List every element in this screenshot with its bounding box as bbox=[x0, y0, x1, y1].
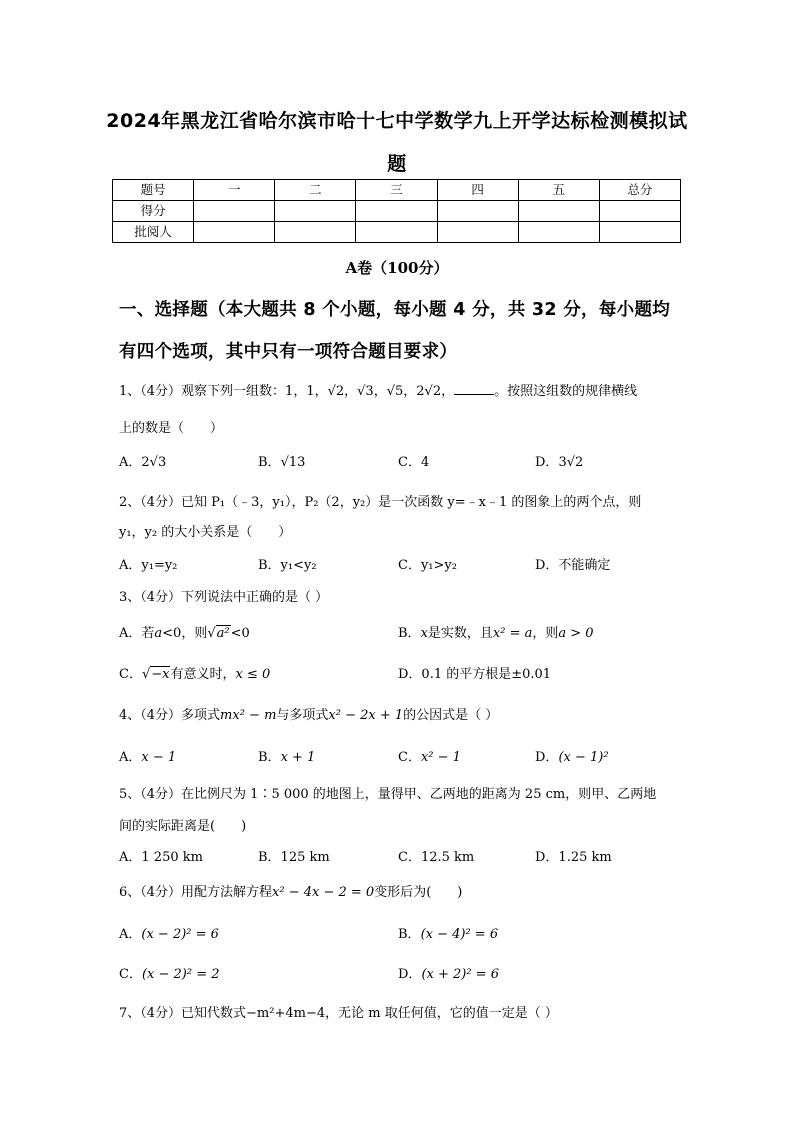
q3-option-b-result: a > 0 bbox=[558, 626, 594, 641]
score-cell bbox=[275, 201, 356, 222]
q1-option-d-value: 3√2 bbox=[558, 455, 584, 470]
q3-option-c-label: C． bbox=[119, 667, 142, 682]
q3-option-d[interactable]: D．0.1 的平方根是±0.01 bbox=[398, 667, 552, 682]
q1-prefix: 1、（4分）观察下列一组数：1，1， bbox=[119, 384, 328, 399]
question-3-stem: 3、（4分）下列说法中正确的是（ ） bbox=[119, 590, 329, 605]
q3-option-b[interactable] bbox=[398, 622, 594, 641]
q1-option-a-label: A． bbox=[119, 455, 142, 470]
question-1-stem bbox=[119, 380, 637, 399]
q6-option-b-value: (x − 4)² = 6 bbox=[420, 927, 499, 942]
q6-option-d[interactable] bbox=[398, 963, 499, 982]
q4-poly-2: x² − 2x + 1 bbox=[328, 708, 404, 723]
q1-option-a-value: 2√3 bbox=[141, 455, 167, 470]
q1-option-c[interactable] bbox=[398, 451, 429, 470]
q2-option-a[interactable]: A．y₁=y₂ bbox=[119, 558, 178, 573]
sqrt-icon: √ bbox=[141, 667, 151, 682]
q6-option-b[interactable] bbox=[398, 923, 498, 942]
q1-option-c-value: 4 bbox=[420, 455, 430, 470]
score-table-header-cell: 三 bbox=[356, 180, 437, 201]
q1-option-b-value: √13 bbox=[280, 455, 306, 470]
q6-equation: x² − 4x − 2 = 0 bbox=[272, 885, 375, 900]
question-4-stem bbox=[119, 704, 498, 723]
score-cell bbox=[356, 222, 437, 243]
score-row-label: 批阅人 bbox=[113, 222, 194, 243]
q3-option-c-radicand: −x bbox=[151, 667, 170, 682]
score-cell bbox=[194, 201, 275, 222]
score-table bbox=[112, 179, 681, 243]
q3-option-b-label: B． bbox=[398, 626, 421, 641]
q3-option-b-eq: x² = a bbox=[492, 626, 533, 641]
q4-option-b-value: x + 1 bbox=[280, 750, 316, 765]
q3-option-a[interactable] bbox=[119, 622, 250, 641]
q6-prefix: 6、（4分）用配方法解方程 bbox=[119, 885, 273, 900]
question-2-stem-line2: y₁，y₂ 的大小关系是（ ） bbox=[119, 525, 292, 540]
q3-option-c-text: 有意义时， bbox=[170, 667, 236, 682]
q3-option-c[interactable] bbox=[119, 663, 270, 682]
q6-option-c-value: (x − 2)² = 2 bbox=[141, 967, 220, 982]
score-row-label: 得分 bbox=[113, 201, 194, 222]
score-cell bbox=[437, 222, 518, 243]
q4-option-b-label: B． bbox=[258, 750, 281, 765]
score-cell bbox=[599, 222, 680, 243]
section1-heading-line1: 一、选择题（本大题共 8 个小题，每小题 4 分，共 32 分，每小题均 bbox=[119, 300, 671, 320]
exam-title-line2: 题 bbox=[387, 153, 407, 175]
q1-option-b-label: B． bbox=[258, 455, 281, 470]
score-table-header-cell: 总分 bbox=[599, 180, 680, 201]
score-cell bbox=[437, 201, 518, 222]
q4-option-d-label: D． bbox=[535, 750, 559, 765]
q3-option-c-cond: x ≤ 0 bbox=[235, 667, 271, 682]
q1-answer-blank[interactable] bbox=[454, 382, 494, 395]
q2-option-d[interactable]: D．不能确定 bbox=[535, 558, 611, 573]
q1-suffix: 。按照这组数的规律横线 bbox=[494, 384, 638, 399]
q5-option-b[interactable]: B．125 km bbox=[258, 850, 330, 865]
question-5-stem: 5、（4分）在比例尺为 1∶5 000 的地图上，量得甲、乙两地的距离为 25 cm，则甲、乙两地 bbox=[119, 787, 657, 802]
q6-option-a-label: A． bbox=[119, 927, 142, 942]
q1-option-c-label: C． bbox=[398, 455, 421, 470]
q4-option-a[interactable] bbox=[119, 746, 176, 765]
q4-option-a-value: x − 1 bbox=[141, 750, 177, 765]
q6-option-d-label: D． bbox=[398, 967, 422, 982]
q3-option-b-var: x bbox=[420, 626, 428, 641]
q3-option-a-text: A．若 bbox=[119, 626, 155, 641]
score-cell bbox=[356, 201, 437, 222]
q4-option-d[interactable] bbox=[535, 746, 609, 765]
q6-suffix: 变形后为( ) bbox=[374, 885, 463, 900]
q4-option-b[interactable] bbox=[258, 746, 315, 765]
q5-option-a[interactable]: A．1 250 km bbox=[119, 850, 203, 865]
q1-sequence: √2，√3，√5，2√2， bbox=[327, 384, 455, 399]
q4-mid: 与多项式 bbox=[276, 708, 329, 723]
score-table-header-cell: 题号 bbox=[113, 180, 194, 201]
q3-option-b-text: 是实数，且 bbox=[427, 626, 493, 641]
score-cell bbox=[518, 201, 599, 222]
q3-option-a-result: <0 bbox=[230, 626, 250, 641]
q6-option-b-label: B． bbox=[398, 927, 421, 942]
q4-option-c-value: x² − 1 bbox=[420, 750, 461, 765]
question-7-stem: 7、（4分）已知代数式−m²+4m−4，无论 m 取任何值，它的值一定是（ ） bbox=[119, 1006, 558, 1021]
score-cell bbox=[194, 222, 275, 243]
q3-option-a-radicand: a² bbox=[216, 626, 230, 641]
exam-title-line1: 2024年黑龙江省哈尔滨市哈十七中学数学九上开学达标检测模拟试 bbox=[106, 110, 688, 132]
question-1-stem-line2: 上的数是（ ） bbox=[119, 421, 224, 436]
question-2-stem: 2、（4分）已知 P₁（﹣3，y₁），P₂（2，y₂）是一次函数 y=﹣x﹣1 的图象上的两个点，则 bbox=[119, 495, 642, 510]
q6-option-a[interactable] bbox=[119, 923, 219, 942]
q4-option-c[interactable] bbox=[398, 746, 461, 765]
q3-option-b-then: ，则 bbox=[532, 626, 559, 641]
section1-heading-line2: 有四个选项，其中只有一项符合题目要求） bbox=[119, 342, 458, 362]
score-table-header-cell: 二 bbox=[275, 180, 356, 201]
score-cell bbox=[518, 222, 599, 243]
q4-option-c-label: C． bbox=[398, 750, 421, 765]
q4-option-d-value: (x − 1)² bbox=[558, 750, 609, 765]
question-6-stem bbox=[119, 881, 462, 900]
question-5-stem-line2: 间的实际距离是( ) bbox=[119, 819, 247, 834]
q6-option-d-value: (x + 2)² = 6 bbox=[421, 967, 499, 982]
q4-option-a-label: A． bbox=[119, 750, 142, 765]
score-table-header-cell: 一 bbox=[194, 180, 275, 201]
q6-option-c-label: C． bbox=[119, 967, 142, 982]
q1-option-a[interactable] bbox=[119, 451, 166, 470]
q6-option-a-value: (x − 2)² = 6 bbox=[141, 927, 219, 942]
score-table-header-cell: 五 bbox=[518, 180, 599, 201]
q1-option-d[interactable] bbox=[535, 451, 583, 470]
sqrt-icon: √ bbox=[207, 626, 216, 641]
q6-option-c[interactable] bbox=[119, 963, 220, 982]
q3-option-a-var: a bbox=[154, 626, 163, 641]
score-table-header-row bbox=[113, 180, 681, 201]
q3-option-a-cond: <0 bbox=[162, 626, 182, 641]
section-a-heading: A卷（100分） bbox=[345, 259, 449, 277]
score-table-row bbox=[113, 201, 681, 222]
q5-option-d[interactable]: D．1.25 km bbox=[535, 850, 612, 865]
score-table-row bbox=[113, 222, 681, 243]
score-table-header-cell: 四 bbox=[437, 180, 518, 201]
q1-option-d-label: D． bbox=[535, 455, 559, 470]
q4-prefix: 4、（4分）多项式 bbox=[119, 708, 221, 723]
q3-option-a-then: ，则 bbox=[181, 626, 208, 641]
q4-suffix: 的公因式是（ ） bbox=[403, 708, 499, 723]
score-cell bbox=[275, 222, 356, 243]
q1-option-b[interactable] bbox=[258, 451, 305, 470]
q5-option-c[interactable]: C．12.5 km bbox=[398, 850, 475, 865]
q2-option-c[interactable]: C．y₁>y₂ bbox=[398, 558, 457, 573]
q4-poly-1: mx² − m bbox=[220, 708, 277, 723]
q2-option-b[interactable]: B．y₁<y₂ bbox=[258, 558, 317, 573]
score-cell bbox=[599, 201, 680, 222]
